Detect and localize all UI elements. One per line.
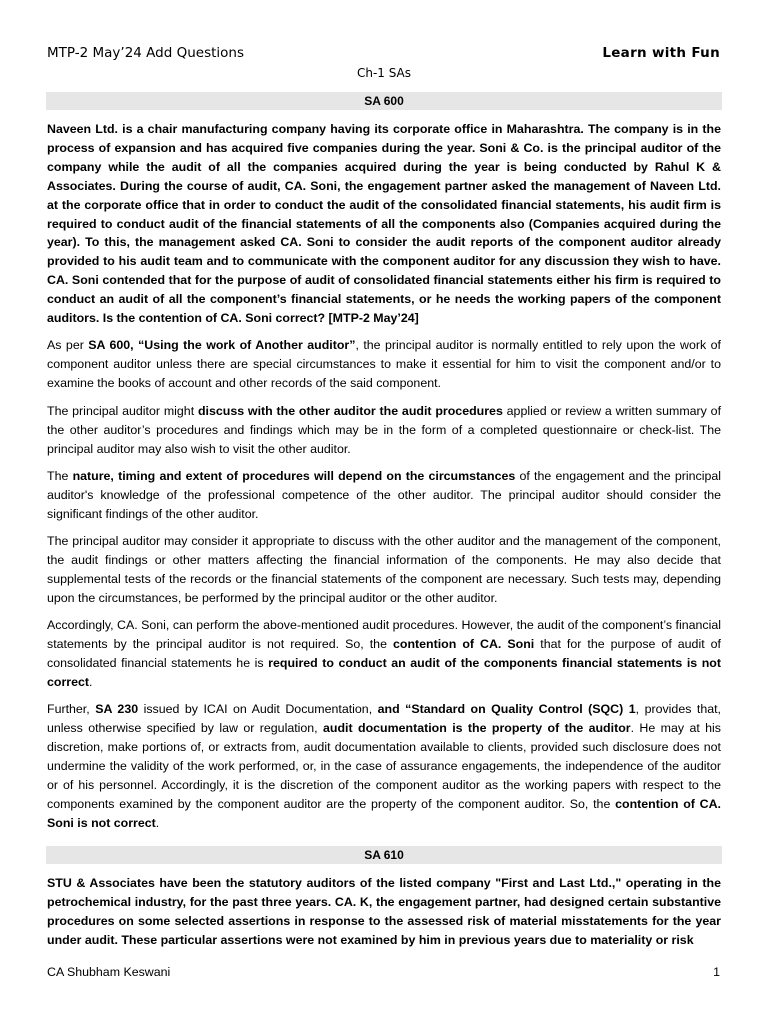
- section-sa610-body: [47, 874, 721, 958]
- text-run: , the principal auditor is normally entitled to rely upon the work of component auditor unless there are special circumstances to make it essential for him to visit the component and/or to examine the books of account and other records of the said component.: [47, 338, 721, 391]
- page-number: 1: [713, 965, 720, 979]
- answer-paragraph-3: [47, 467, 721, 524]
- answer-paragraph-5: [47, 616, 721, 692]
- question-paragraph: STU & Associates have been the statutory auditors of the listed company "First and Last Ltd.," operating in the petrochemical industry, for the past three years. CA. K, the engagement partner, had designed certain substantive procedures on some selected assertions in response to the assessed risk of material misstatements for the year under audit. These particular assertions were not examined by him in previous years due to materiality or risk: [47, 876, 721, 947]
- answer-paragraph-1: [47, 336, 721, 393]
- header-tagline: Learn with Fun: [602, 45, 720, 61]
- text-run: .: [155, 815, 160, 830]
- text-run: Further,: [47, 702, 96, 717]
- bold-run: SA 600, “Using the work of Another auditor”: [88, 338, 356, 353]
- bold-run: nature, timing and extent of procedures will depend on the circumstances: [72, 468, 516, 483]
- bold-run: and “Standard on Quality Control (SQC) 1: [377, 702, 636, 717]
- text-run: As per: [47, 338, 89, 353]
- text-run: issued by ICAI on Audit Documentation,: [138, 702, 378, 717]
- section-band-sa610: SA 610: [46, 846, 722, 864]
- bold-run: required to conduct an audit of the components financial statements is not correct: [47, 656, 721, 689]
- text-run: .: [89, 674, 93, 689]
- answer-paragraph-4: The principal auditor may consider it appropriate to discuss with the other auditor and the management of the component, the audit findings or other matters affecting the financial information of the components. He may also decide that supplemental tests of the records or the financial statements of the component are necessary. Such tests may, depending upon the circumstances, be performed by the principal auditor or the other auditor.: [47, 534, 721, 605]
- header-title: MTP-2 May’24 Add Questions: [47, 45, 245, 61]
- bold-run: discuss with the other auditor the audit procedures: [197, 403, 503, 418]
- question-paragraph: Naveen Ltd. is a chair manufacturing company having its corporate office in Maharashtra. The company is in the process of expansion and has acquired five companies during the year. Soni & Co. is the principal auditor of the company while the audit of all the companies acquired during the year is being conducted by Rahul K & Associates. During the course of audit, CA. Soni, the engagement partner asked the management of Naveen Ltd. at the corporate office that in order to conduct the audit of the consolidated financial statements, his audit firm is required to conduct audit of the financial statements of all the components also (Companies acquired during the year). To this, the management asked CA. Soni to consider the audit reports of the component auditor already provided to his audit team and to communicate with the component auditor for any discussion they wish to have. CA. Soni contended that for the purpose of audit of consolidated financial statements either his firm is required to conduct an audit of all the component’s financial statements, or he needs the working papers of the component auditors. Is the contention of CA. Soni correct? [MTP-2 May’24]: [47, 122, 721, 326]
- text-run: of the engagement and the principal auditor's knowledge of the professional competence of the other auditor. The principal auditor should consider the significant findings of the other auditor.: [47, 468, 722, 521]
- answer-paragraph-2: [47, 402, 721, 459]
- answer-paragraph-6: [47, 700, 721, 832]
- text-run: . He may at his discretion, make portions of, or extracts from, audit documentation available to clients, provided such disclosure does not undermine the validity of the work performed, or, in the case of assurance engagements, the independence of the auditor or of his personnel. Accordingly, it is the discretion of the component auditor as the working papers with respect to the components examined by the component auditor are the property of the component auditor. So, the: [47, 721, 722, 811]
- section-band-sa600: SA 600: [46, 92, 722, 110]
- chapter-label: Ch-1 SAs: [356, 66, 412, 80]
- text-run: The principal auditor might: [47, 403, 198, 418]
- text-run: Accordingly, CA. Soni, can perform the above-mentioned audit procedures. However, the audit of the component’s financial statements by the principal auditor is not required. So, the: [47, 618, 721, 652]
- text-run: The: [47, 468, 73, 483]
- bold-run: audit documentation is the property of the auditor: [323, 721, 631, 736]
- bold-run: SA 230: [95, 702, 139, 717]
- bold-run: contention of CA. Soni is not correct: [47, 796, 721, 830]
- text-run: applied or review a written summary of the other auditor’s procedures and findings which may be in the form of a completed questionnaire or check-list. The principal auditor may also wish to visit the other auditor.: [47, 403, 722, 456]
- text-run: that for the purpose of audit of consolidated financial statements he is: [47, 637, 721, 671]
- bold-run: contention of CA. Soni: [392, 637, 535, 652]
- text-run: , provides that, unless otherwise specified by law or regulation,: [47, 702, 721, 736]
- section-sa600-body: [47, 120, 721, 841]
- footer-author: CA Shubham Keswani: [47, 965, 171, 979]
